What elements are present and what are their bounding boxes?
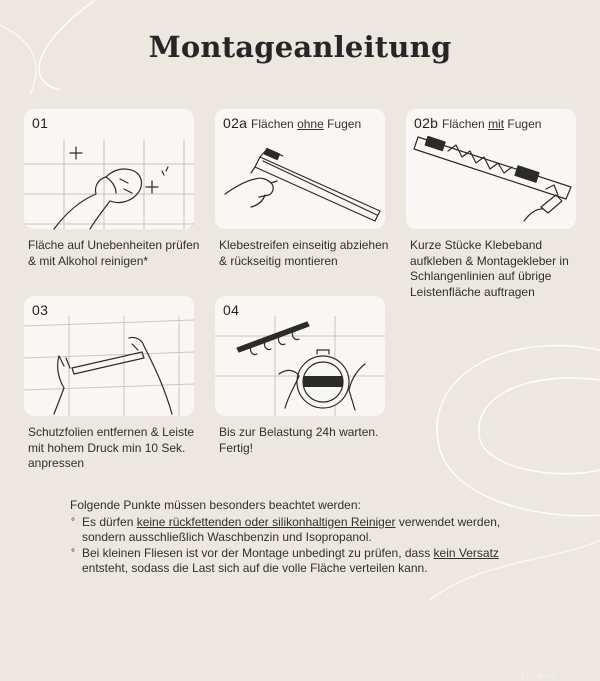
note-item: ° Bei kleinen Fliesen ist vor der Montage unbedingt zu prüfen, dass kein Versatz entsteht, sodass die Last sich auf die volle Fläche verteilen kann. — [71, 545, 499, 575]
important-notes — [70, 498, 540, 577]
step-card-02b — [406, 109, 576, 229]
step-caption-02b: Kurze Stücke Klebeband aufkleben & Montagekleber in Schlangenlinien auf übrige Leistenfläche auftragen — [410, 238, 569, 299]
note-link-offset: kein Versatz — [433, 545, 499, 560]
note-link-cleaners: keine rückfettenden oder silikonhaltigen Reiniger — [136, 514, 396, 529]
step-caption-02a: Klebestreifen einseitig abziehen & rückseitig montieren — [219, 238, 389, 268]
step-caption-01: Fläche auf Unebenheiten prüfen & mit Alkohol reinigen* — [28, 238, 200, 268]
bullet-icon: ° — [71, 516, 75, 528]
timer-display: 24:00:00 — [519, 672, 557, 681]
step-number: 01 — [32, 115, 49, 131]
page-title: Montageanleitung — [148, 30, 452, 64]
step-card-01 — [24, 109, 194, 229]
notes-title: Folgende Punkte müssen besonders beachtet werden: — [70, 498, 361, 512]
step-card-02a — [215, 109, 385, 229]
note-item: ° Es dürfen keine rückfettenden oder silikonhaltigen Reiniger verwendet werden, sondern ausschließlich Waschbenzin und Isopropanol. — [71, 514, 501, 544]
step-card-03 — [24, 296, 194, 416]
step-heading-02b: 02b Flächen mit Fugen — [414, 115, 542, 131]
step-caption-04: Bis zur Belastung 24h warten. Fertig! — [219, 425, 379, 455]
step-number: 04 — [223, 302, 240, 318]
bullet-icon: ° — [71, 547, 75, 559]
press-rail-icon — [24, 296, 194, 416]
cleaning-hand-icon — [24, 109, 194, 229]
step-number: 03 — [32, 302, 49, 318]
stopwatch-icon — [215, 296, 385, 416]
step-caption-03: Schutzfolien entfernen & Leiste mit hohem Druck min 10 Sek. anpressen — [28, 425, 195, 470]
step-heading-02a: 02a Flächen ohne Fugen — [223, 115, 362, 131]
